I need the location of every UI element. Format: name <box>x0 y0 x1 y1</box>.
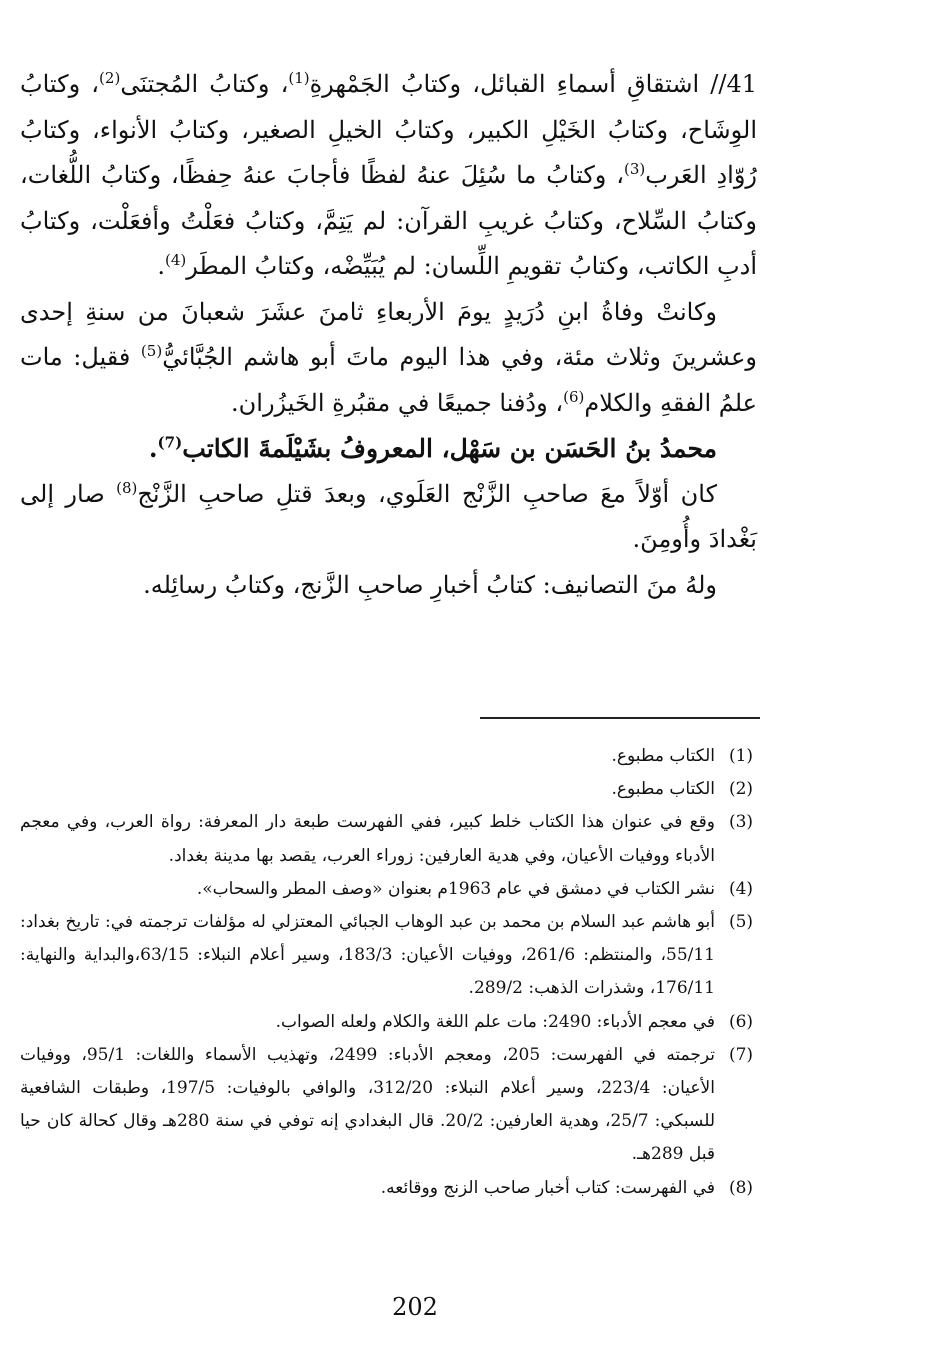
main-text <box>20 62 757 608</box>
footnote-text: في الفهرست: كتاب أخبار صاحب الزنج ووقائعه. <box>380 1177 715 1198</box>
footnote-item <box>20 1172 767 1205</box>
footnote-number: (5) <box>728 912 754 933</box>
footnote-item <box>20 873 767 906</box>
footnote-item <box>20 740 767 773</box>
page-number: 202 <box>392 1293 438 1321</box>
footnote-ref-6[interactable]: (6) <box>563 387 585 406</box>
footnote-text: أبو هاشم عبد السلام بن محمد بن عبد الوهاب الجبائي المعتزلي له مؤلفات ترجمته في: تاريخ بغداد: 55/11، والمنتظم: 261/6، ووفيات الأعيان: 183/3، وسير أعلام النبلاء: 63/15،والبداية والنهاية: 176/11، وشذرات الذهب: 289/2. <box>20 912 715 999</box>
footnote-ref-2[interactable]: (2) <box>99 69 121 87</box>
footnotes <box>20 740 767 1205</box>
footnote-ref-8[interactable]: (8) <box>116 478 138 497</box>
footnote-number: (8) <box>728 1177 754 1198</box>
footnote-text: في معجم الأدباء: 2490: مات علم اللغة والكلام ولعله الصواب. <box>275 1011 715 1032</box>
footnote-separator <box>480 717 760 719</box>
footnote-ref-4[interactable]: (4) <box>164 251 187 269</box>
footnote-number: (4) <box>728 878 754 899</box>
paragraph-biography: كان أوّلاً معَ صاحبِ الزَّنْج العَلَوي، وبعدَ قتلِ صاحبِ الزَّنْج$^{(8)}$ صار إلى بَغْدادَ وأُومِنَ. <box>20 478 757 553</box>
footnote-text: نشر الكتاب في دمشق في عام 1963م بعنوان «وصف المطر والسحاب». <box>196 878 715 899</box>
footnote-text: وقع في عنوان هذا الكتاب خلط كبير، ففي الفهرست طبعة دار المعرفة: رواة العرب، وفي معجم الأدباء ووفيات الأعيان، وفي هدية العارفين: زوراء العرب، يقصد بها مدينة بغداد. <box>20 812 715 866</box>
footnote-item <box>20 1006 767 1039</box>
footnote-ref-1[interactable]: (1) <box>288 69 310 87</box>
footnote-number: (2) <box>728 779 754 800</box>
footnote-text: الكتاب مطبوع. <box>611 746 715 766</box>
footnote-item <box>20 1039 767 1172</box>
footnote-number: (1) <box>728 746 754 766</box>
footnote-number: (3) <box>728 812 754 833</box>
paragraph-books-list: 41// اشتقاقِ أسماءِ القبائل، وكتابُ الجَمْهرةِ$^{(1)}$، وكتابُ المُجتنَى$^{(2)}$، وكتابُ الوِشَاح، وكتابُ الخَيْلِ الكبير، وكتابُ الخيلِ الصغير، وكتابُ الأنواء، وكتابُ رُوّادِ العَرب$^{(3)}$، وكتابُ ما سُئِلَ عنهُ لفظًا فأجابَ عنهُ حِفظًا، وكتابُ اللُّغات، وكتابُ السِّلاح، وكتابُ غريبِ القرآن: لم يَتِمَّ، وكتابُ فعَلْتُ وأفعَلْت، وكتابُ أدبِ الكاتب، وكتابُ تقويمِ اللِّسان: لم يُبَيِّضْه، وكتابُ المطَر$^{(4)}$. <box>20 69 758 280</box>
footnote-ref-5[interactable]: (5) <box>140 342 163 360</box>
footnote-number: (6) <box>728 1011 754 1032</box>
paragraph-death: وكانتْ وفاةُ ابنِ دُرَيدٍ يومَ الأربعاءِ ثامنَ عشَرَ شعبانَ من سنةِ إحدى وعشرينَ وثلاث مئة، وفي هذا اليوم ماتَ أبو هاشم الجُبَّائيُّ$^{(5)}$ فقيل: مات علمُ الفقهِ والكلام$^{(6)}$، ودُفنا جميعًا في مقبُرةِ الخَيزُران. <box>20 297 757 417</box>
footnote-ref-3[interactable]: (3) <box>623 160 646 178</box>
footnote-item <box>20 806 767 872</box>
footnote-item <box>20 773 767 806</box>
footnote-ref-7[interactable]: (7) <box>157 433 183 452</box>
entry-heading: محمدُ بنُ الحَسَن بن سَهْل، المعروفُ بشَيْلَمةَ الكاتب$^{(7)}$. <box>148 433 717 463</box>
footnote-text: ترجمته في الفهرست: 205، ومعجم الأدباء: 2499، وتهذيب الأسماء واللغات: 95/1، ووفيات الأعيان: 223/4، وسير أعلام النبلاء: 312/20، والوافي بالوفيات: 197/5، وطبقات الشافعية للسبكي: 25/7، وهدية العارفين: 20/2. قال البغدادي إنه توفي في سنة 280هـ وقال كحالة كان حيا قبل 289هـ. <box>20 1044 716 1165</box>
paragraph-works: ولهُ منَ التصانيف: كتابُ أخبارِ صاحبِ الزَّنج، وكتابُ رسائِله. <box>143 570 717 599</box>
footnote-item <box>20 906 767 1006</box>
footnote-number: (7) <box>728 1044 754 1065</box>
footnote-text: الكتاب مطبوع. <box>611 779 715 800</box>
